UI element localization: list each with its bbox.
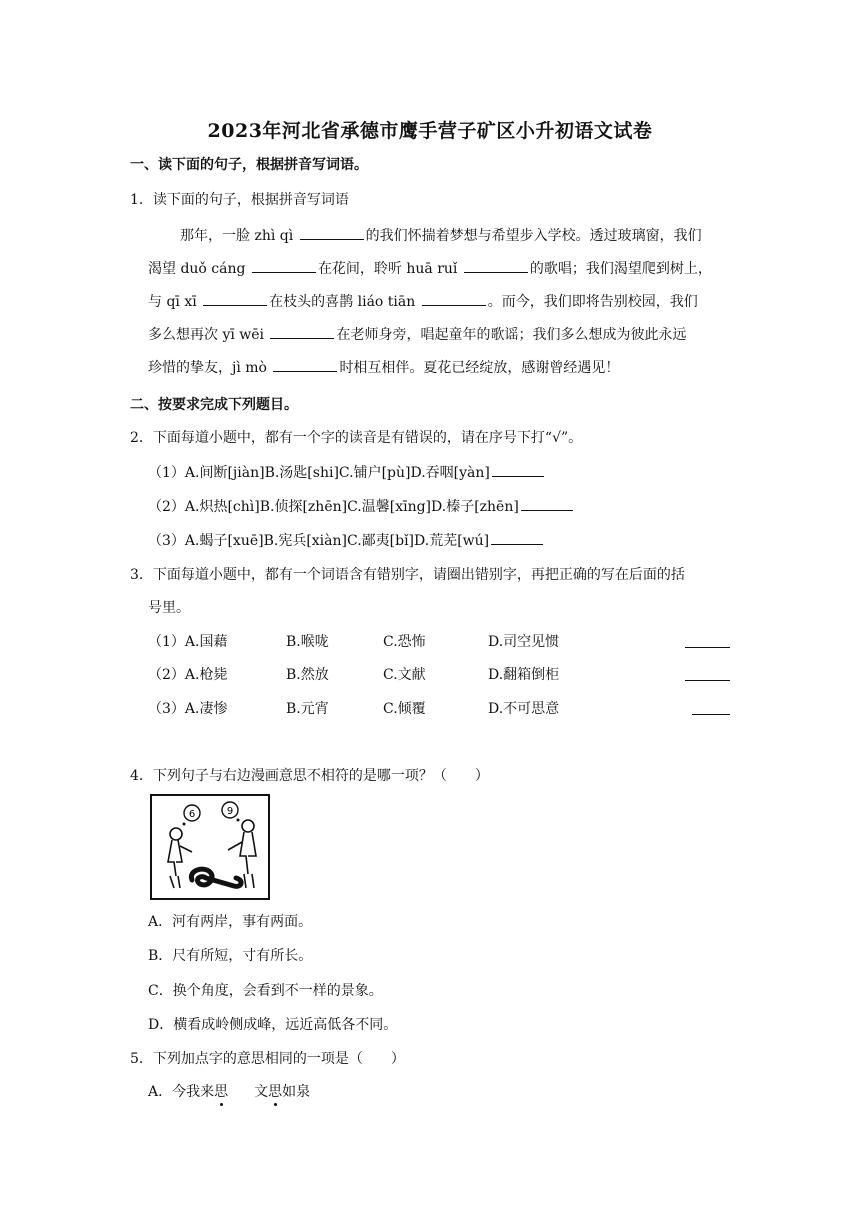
answer-blank[interactable] [521, 496, 573, 511]
answer-blank[interactable] [464, 258, 528, 273]
answer-blank[interactable] [685, 646, 730, 648]
question-4-option-b[interactable]: B．尺有所短，寸有所长。 [148, 948, 313, 964]
answer-blank[interactable] [203, 291, 267, 306]
question-4-option-d[interactable]: D．横看成岭侧成峰，远近高低各不同。 [148, 1017, 398, 1033]
answer-blank[interactable] [273, 357, 337, 372]
answer-blank[interactable] [492, 462, 544, 477]
question-4-option-a[interactable]: A．河有两岸，事有两面。 [148, 914, 313, 930]
q3-row-3-a: （3）A.凄惨 [148, 701, 228, 717]
passage-line-4: 多么想再次 yī wēi 在老师身旁，唱起童年的歌谣；我们多么想成为彼此永远 [148, 324, 686, 345]
q3-row-3-c: C.倾覆 [383, 701, 426, 717]
question-2-stem: 2．下面每道小题中，都有一个字的读音是有错误的，请在序号下打“√”。 [130, 430, 583, 446]
page-title: 2023年河北省承德市鹰手营子矿区小升初语文试卷 [207, 120, 653, 142]
q3-row-2-b: B.然放 [286, 667, 329, 683]
q3-row-1-d: D.司空见惯 [488, 634, 560, 650]
q3-row-3-b: B.元宵 [286, 701, 329, 717]
question-5-stem: 5．下列加点字的意思相同的一项是（ ） [130, 1051, 405, 1067]
cartoon-digit-6: 6 [188, 809, 196, 820]
q3-row-2-d: D.翻箱倒柜 [488, 667, 560, 683]
question-3-stem-line-2: 号里。 [148, 600, 190, 616]
section-heading-2: 二、按要求完成下列题目。 [130, 397, 298, 413]
question-2-item-2: （2）A.炽热[chì]B.侦探[zhēn]C.温馨[xīng]D.榛子[zhēn] [148, 496, 575, 517]
q3-row-1-b: B.喉咙 [286, 634, 329, 650]
question-1-stem: 1．读下面的句子，根据拼音写词语 [130, 192, 349, 208]
answer-blank[interactable] [692, 713, 730, 715]
answer-blank[interactable] [685, 679, 730, 681]
question-5-option-a[interactable]: A．今我来思 文思如泉 [148, 1084, 311, 1100]
q3-row-1-c: C.恐怖 [383, 634, 426, 650]
passage-line-2: 渴望 duǒ cáng 在花间，聆听 huā ruǐ 的歌唱；我们渴望爬到树上， [148, 258, 712, 279]
answer-blank[interactable] [270, 324, 334, 339]
dotted-character: 思 [268, 1084, 283, 1100]
q3-row-3-d: D.不可思意 [488, 701, 560, 717]
question-2-item-1: （1）A.间断[jiàn]B.汤匙[shi]C.铺户[pù]D.吞咽[yàn] [148, 462, 546, 483]
q3-row-2-a: （2）A.枪毙 [148, 667, 228, 683]
answer-blank[interactable] [491, 530, 543, 545]
passage-line-5: 珍惜的挚友，jì mò 时相互相伴。夏花已经绽放，感谢曾经遇见！ [148, 357, 619, 378]
answer-blank[interactable] [252, 258, 316, 273]
passage-line-1: 那年，一脸 zhì qì 的我们怀揣着梦想与希望步入学校。透过玻璃窗，我们 [180, 225, 702, 246]
q3-row-2-c: C.文献 [383, 667, 426, 683]
question-4-stem: 4．下列句子与右边漫画意思不相符的是哪一项？（ ） [130, 768, 489, 784]
passage-line-3: 与 qī xī 在枝头的喜鹊 liáo tiān 。而今，我们即将告别校园，我们 [148, 291, 698, 312]
answer-blank[interactable] [300, 225, 364, 240]
question-2-item-3: （3）A.蝎子[xuē]B.宪兵[xiàn]C.鄙夷[bǐ]D.荒芜[wú] [148, 530, 545, 551]
cartoon-image [150, 794, 270, 900]
question-3-stem-line-1: 3．下面每道小题中，都有一个词语含有错别字，请圈出错别字，再把正确的写在后面的括 [130, 567, 685, 583]
cartoon-illustration [152, 796, 268, 898]
section-heading-1: 一、读下面的句子，根据拼音写词语。 [130, 157, 368, 173]
q3-row-1-a: （1）A.国藉 [148, 634, 228, 650]
dotted-character: 思 [214, 1084, 229, 1100]
cartoon-digit-9: 9 [226, 806, 234, 817]
answer-blank[interactable] [422, 291, 486, 306]
question-4-option-c[interactable]: C．换个角度，会看到不一样的景象。 [148, 983, 383, 999]
